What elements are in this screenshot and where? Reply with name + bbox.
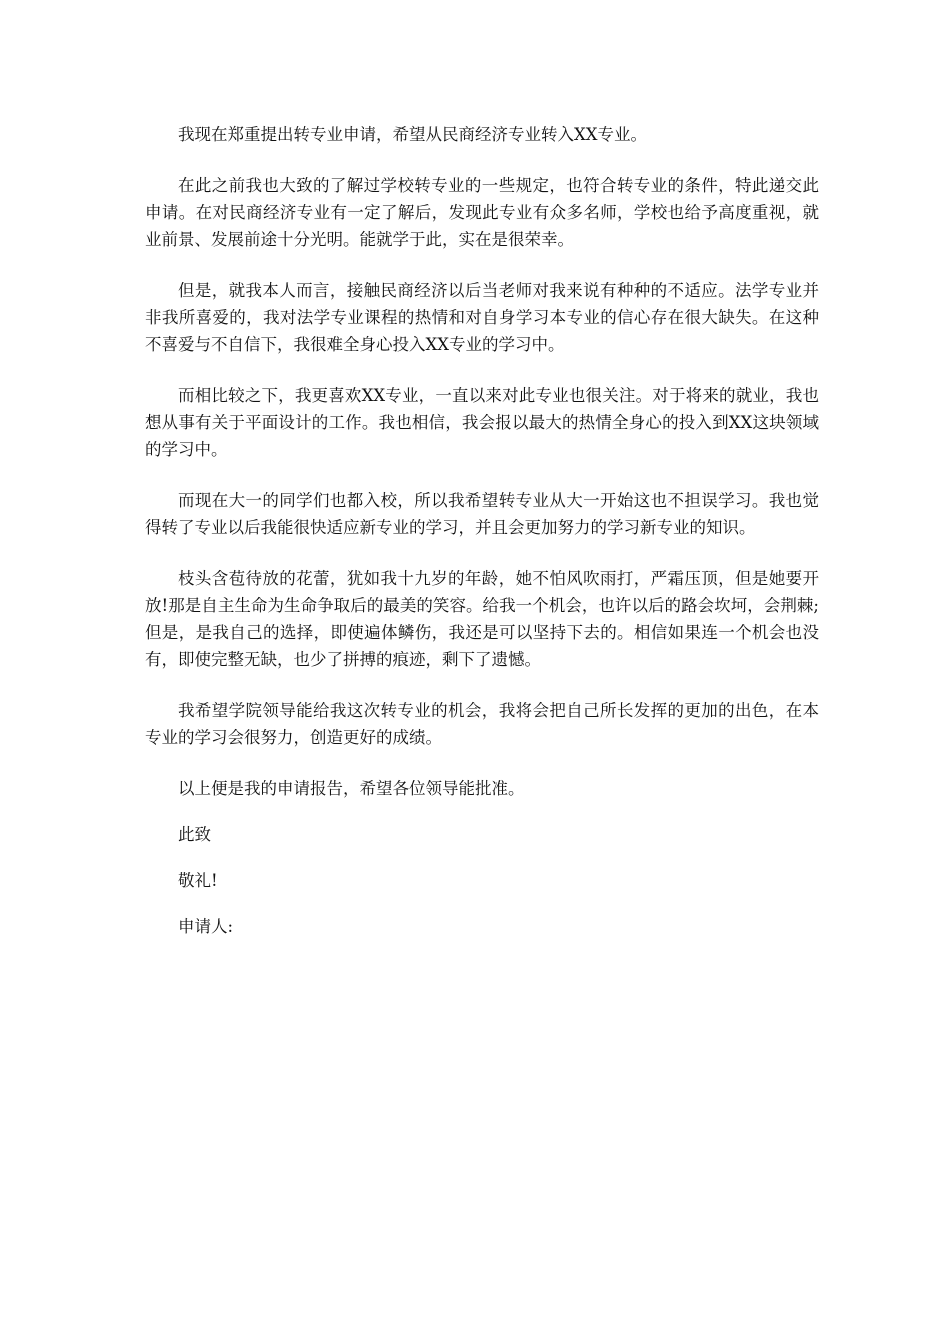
- paragraph-request: 我希望学院领导能给我这次转专业的机会，我将会把自己所长发挥的更加的出色，在本专业的学习会很努力，创造更好的成绩。: [145, 701, 819, 747]
- paragraph-metaphor: 枝头含苞待放的花蕾，犹如我十九岁的年龄，她不怕风吹雨打，严霜压顶，但是她要开放!那是自主生命为生命争取后的最美的笑容。给我一个机会，也许以后的路会坎坷，会荆棘;但是，是我自己的选择，即使遍体鳞伤，我还是可以坚持下去的。相信如果连一个机会也没有，即使完整无缺，也少了拼搏的痕迹，剩下了遗憾。: [145, 569, 819, 669]
- applicant-signature-line: 申请人:: [178, 917, 234, 936]
- paragraph-timing: 而现在大一的同学们也都入校，所以我希望转专业从大一开始这也不担误学习。我也觉得转了专业以后我能很快适应新专业的学习，并且会更加努力的学习新专业的知识。: [145, 491, 819, 537]
- paragraph-background: 在此之前我也大致的了解过学校转专业的一些规定，也符合转专业的条件，特此递交此申请。在对民商经济专业有一定了解后，发现此专业有众多名师，学校也给予高度重视，就业前景、发展前途十分光明。能就学于此，实在是很荣幸。: [145, 176, 819, 249]
- letter-body: [145, 121, 819, 959]
- closing-respect: 敬礼!: [178, 871, 218, 890]
- paragraph-interest: 而相比较之下，我更喜欢XX专业，一直以来对此专业也很关注。对于将来的就业，我也想从事有关于平面设计的工作。我也相信，我会报以最大的热情全身心的投入到XX这块领域的学习中。: [145, 386, 819, 459]
- paragraph-reasons: 但是，就我本人而言，接触民商经济以后当老师对我来说有种种的不适应。法学专业并非我所喜爱的，我对法学专业课程的热情和对自身学习本专业的信心存在很大缺失。在这种不喜爱与不自信下，我很难全身心投入XX专业的学习中。: [145, 281, 819, 354]
- paragraph-application-statement: 我现在郑重提出转专业申请，希望从民商经济专业转入XX专业。: [178, 125, 647, 144]
- paragraph-conclusion: 以上便是我的申请报告，希望各位领导能批准。: [178, 779, 525, 798]
- closing-salutation: 此致: [178, 825, 211, 844]
